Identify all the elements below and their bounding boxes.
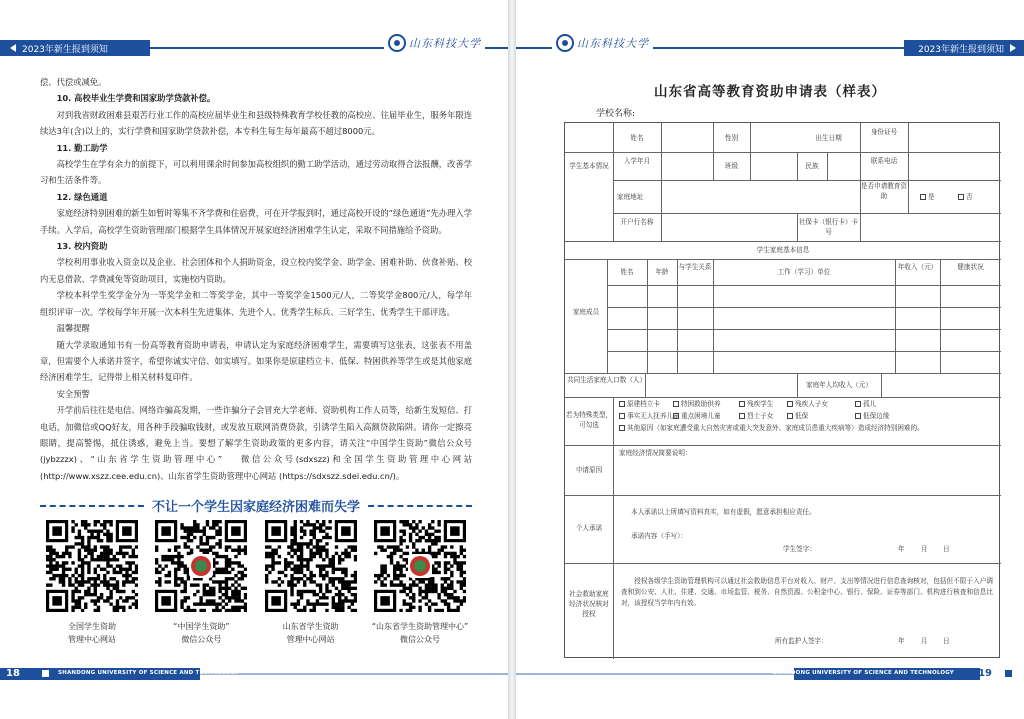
header-title: 2023年新生报到须知 — [22, 45, 108, 55]
special-option[interactable]: 事实无人抚养儿童 — [619, 411, 680, 422]
label-family-members: 家庭成员 — [572, 308, 600, 316]
rule — [661, 123, 662, 152]
rule — [565, 373, 1001, 374]
triangle-right-icon — [1010, 44, 1016, 52]
date-year: 年 — [898, 637, 905, 645]
rule — [661, 152, 662, 180]
rule — [895, 259, 896, 373]
label-ethnicity: 民族 — [805, 162, 819, 170]
qr-code-icon[interactable] — [46, 520, 138, 612]
col-age: 年龄 — [655, 268, 669, 276]
rule — [881, 373, 882, 397]
rule — [908, 123, 909, 152]
rule — [565, 495, 1001, 496]
rule — [565, 259, 1001, 260]
date-day: 日 — [943, 637, 950, 645]
page-number: 19 — [978, 668, 992, 679]
rule — [565, 563, 1001, 564]
qr-caption-line1: “山东省学生资助管理中心” — [371, 622, 469, 631]
special-option[interactable]: 低保 — [787, 411, 808, 422]
label-promise: 个人承诺 — [575, 524, 603, 532]
footer-rule — [516, 673, 794, 675]
logo-text: 山东科技大学 — [577, 37, 649, 50]
checkbox-icon — [920, 194, 926, 200]
label-special-type: 若为特殊类型，可勾选 — [565, 411, 613, 429]
guardian-sign: 所有监护人签字： — [775, 637, 828, 645]
label-annual-income: 家庭年人均收入（元） — [806, 381, 872, 389]
paragraph: 12. 绿色通道 — [56, 191, 108, 202]
page-number: 18 — [6, 668, 20, 679]
date-month: 月 — [921, 637, 928, 645]
rule — [661, 180, 662, 213]
promise-text: 本人承诺以上所填写资料真实，如有虚假，愿意承担相应责任。 — [631, 508, 816, 516]
qr-code-caption — [173, 620, 229, 646]
checkbox-icon — [673, 401, 679, 407]
checkbox-icon — [619, 425, 625, 431]
label-reason: 申请原因 — [575, 466, 603, 474]
qr-code-icon[interactable] — [374, 520, 466, 612]
book-gutter — [508, 0, 516, 719]
label-phone: 联系电话 — [870, 157, 898, 165]
date-year: 年 — [898, 545, 905, 553]
qr-caption-line2: 微信公众号 — [399, 635, 440, 644]
col-income: 年收入（元） — [897, 263, 938, 271]
label-auth: 社会救助家庭经济状况核对授权 — [569, 590, 609, 618]
header-title: 2023年新生报到须知 — [918, 45, 1004, 55]
special-option[interactable]: 特困救助供养 — [673, 399, 721, 410]
rule — [565, 397, 1001, 398]
label-name: 姓名 — [630, 134, 644, 142]
rule — [613, 397, 614, 659]
reason-hint: 家庭经济情况简要说明： — [619, 449, 692, 457]
rule — [565, 445, 1001, 446]
paragraph: 11. 勤工助学 — [56, 142, 108, 153]
logo-text: 山东科技大学 — [409, 37, 481, 50]
checkbox-icon — [855, 401, 861, 407]
slogan-dash-left — [40, 505, 144, 507]
paragraph: 家庭经济特别困难的新生如暂时筹集不齐学费和住宿费，可在开学报到时，通过高校开设的“绿色通道”先办理入学手续。入学后，高校学生资助管理部门根据学生具体情况开展家庭经济困难学生认定，采取不同措施给予资助。 — [40, 208, 472, 235]
paragraph: 温馨提醒 — [56, 323, 90, 334]
checkbox-icon — [739, 401, 745, 407]
rule — [607, 329, 1001, 330]
school-name-label: 学校名称: — [596, 109, 636, 119]
slogan — [40, 496, 472, 515]
footer-university: SHANDONG UNIVERSITY OF SCIENCE AND TECHNOLOGY — [58, 670, 240, 676]
rule — [607, 307, 1001, 308]
rule — [827, 152, 828, 180]
paragraph: 安全预警 — [56, 388, 90, 399]
auth-text: 授权各级学生资助管理机构可以通过社会救助信息平台对收入、财产、支出等情况进行信息查询核对，包括但不限于入户调查和到公安、人社、住建、交通、市场监管、税务、自然资源、公积金中心、银行、保险、证券等部门、机构进行核查和信息比对，该授权当学年内有效。 — [621, 577, 993, 607]
rule — [750, 152, 751, 180]
student-sign: 学生签字： — [783, 545, 816, 553]
qr-code-item — [368, 520, 472, 646]
qr-code-caption — [283, 620, 339, 646]
body-text — [40, 74, 472, 484]
qr-caption-line2: 微信公众号 — [181, 635, 222, 644]
qr-code-row — [40, 520, 472, 646]
rule — [940, 259, 941, 373]
rule — [607, 351, 1001, 352]
label-loan-question: 是否申请教育资助 — [860, 182, 908, 200]
label-household: 共同生活家庭人口数（人） — [567, 376, 647, 384]
qr-code-item — [259, 520, 363, 646]
date-month: 月 — [921, 545, 928, 553]
slogan-dash-right — [368, 505, 472, 507]
rule — [565, 241, 1001, 242]
qr-code-item — [40, 520, 144, 646]
checkbox-icon — [855, 413, 861, 419]
checkbox-icon — [739, 413, 745, 419]
footer-rule — [200, 673, 508, 675]
checkbox-icon — [958, 194, 964, 200]
checkbox-icon — [619, 413, 625, 419]
checkbox-icon — [619, 401, 625, 407]
rule — [908, 152, 909, 180]
qr-caption-line1: 全国学生资助 — [68, 622, 116, 631]
special-option[interactable]: 低保边缘 — [855, 411, 889, 422]
qr-caption-line2: 管理中心网站 — [286, 635, 335, 644]
paragraph: 高校学生在学有余力的前提下，可以利用课余时间参加高校组织的勤工助学活动，通过劳动取得合法报酬，改善学习和生活条件等。 — [40, 159, 472, 186]
label-gender: 性别 — [724, 134, 739, 142]
rule — [908, 180, 909, 213]
checkbox-icon — [673, 413, 679, 419]
square-icon — [1005, 670, 1012, 677]
rule — [860, 213, 861, 241]
paragraph: 13. 校内资助 — [56, 241, 108, 252]
qr-code-caption — [372, 620, 468, 646]
rule — [677, 259, 678, 373]
university-logo — [384, 34, 485, 52]
paragraph: 偿、代偿或减免。 — [40, 77, 107, 87]
paragraph: 开学前后往往是电信、网络诈骗高发期，一些诈骗分子会冒充大学老师、资助机构工作人员等，给新生发短信、打电话，加微信或QQ好友，用各种手段骗取钱财，或发放互联网消费贷款，引诱学生陷入高额贷款陷阱。请你一定擦亮眼睛，提高警惕，抵住诱惑，避免上当。要想了解学生资助政策的更多内容，请关注“中国学生资助”微信公众号(jybzzzx)、“山东省学生资助管理中心” 微信公众号(sdxszz)和全国学生资助管理中心网站(http://www.xszz.cee.edu.cn)、山东省学生资助管理中心网站 (https://sdxszz.sdei.edu.cn/)。 — [40, 405, 472, 481]
special-option[interactable]: 孤儿 — [855, 399, 876, 410]
qr-code-caption — [68, 620, 116, 646]
paragraph: 学校本科学生奖学金分为一等奖学金和二等奖学金，其中一等奖学金1500元/人，二等奖学金800元/人，每学年组织评审一次。学校每学年开展一次本科生先进集体、先进个人、优秀学生标兵、三好学生、优秀学生干部评选。 — [40, 290, 472, 317]
rule — [607, 285, 1001, 286]
special-option[interactable]: 残疾人子女 — [787, 399, 828, 410]
col-work: 工作（学习）单位 — [777, 268, 831, 276]
qr-code-icon[interactable] — [265, 520, 357, 612]
paragraph: 对到我省财政困难县艰苦行业工作的高校应届毕业生和县级特殊教育学校任教的高校应、往届毕业生，服务年限连续达3年(含)以上的，实行学费和国家助学贷款补偿，本专科生每生每年最高不超过8000元。 — [40, 109, 472, 137]
paragraph: 随大学录取通知书有一份高等教育资助申请表，申请认定为家庭经济困难学生，需要填写这张表，这张表不用盖章，但需要个人承诺并签字，希望你诚实守信、如实填写。如果你是原建档立卡、低保、特困供养等学生或是其他家庭经济困难学生，记得带上相关材料复印件。 — [40, 339, 472, 383]
rule — [661, 213, 662, 241]
label-student-section: 学生基本情况 — [569, 162, 609, 170]
qr-caption-line1: 山东省学生资助 — [282, 622, 339, 631]
col-health: 健康状况 — [957, 263, 984, 271]
qr-caption-line2: 管理中心网站 — [68, 635, 116, 644]
qr-code-icon[interactable] — [155, 520, 247, 612]
aid-application-form — [564, 122, 1000, 658]
right-page — [516, 0, 1024, 719]
col-name: 姓名 — [620, 268, 634, 276]
label-address: 家庭地址 — [617, 193, 644, 201]
label-family-info: 学生家庭基本信息 — [756, 246, 810, 254]
label-enroll: 入学年月 — [623, 157, 651, 165]
promise-handwrite: 承诺内容（手写）： — [631, 532, 688, 540]
rule — [613, 213, 1001, 214]
label-ss-card: 社保卡（银行卡）卡号 — [798, 218, 859, 236]
option-yes[interactable]: 是 — [920, 192, 960, 203]
checkbox-icon — [787, 401, 793, 407]
footer-university: SHANDONG UNIVERSITY OF SCIENCE AND TECHNOLOGY — [772, 670, 954, 676]
seal-icon — [388, 34, 406, 52]
rule — [613, 180, 1001, 181]
label-class: 班级 — [724, 162, 739, 170]
checkbox-icon — [787, 413, 793, 419]
option-no[interactable]: 否 — [958, 192, 998, 203]
date-day: 日 — [943, 545, 950, 553]
square-icon — [42, 670, 49, 677]
rule — [613, 152, 1001, 153]
triangle-left-icon — [10, 44, 16, 52]
left-page — [0, 0, 508, 719]
rule — [750, 123, 751, 152]
label-birth: 出生日期 — [815, 134, 842, 142]
label-id-card: 身份证号 — [870, 128, 898, 136]
slogan-text: 不让一个学生因家庭经济困难而失学 — [152, 500, 361, 515]
form-title: 山东省高等教育资助申请表（样表） — [654, 84, 886, 100]
seal-icon — [556, 34, 574, 52]
special-option[interactable]: 烈士子女 — [739, 411, 773, 422]
qr-code-item — [149, 520, 253, 646]
col-relation: 与学生关系 — [678, 263, 712, 271]
special-option[interactable]: 残疾学生 — [739, 399, 773, 410]
special-option-other[interactable]: 其他原因（如家庭遭受重大自然灾害或重大突发意外、家庭成员患重大疾病等）造成经济特别困难的。 — [619, 423, 995, 434]
qr-caption-line1: “中国学生资助” — [173, 622, 230, 631]
paragraph: 学校利用事业收入资金以及企业、社会团体和个人捐助资金，设立校内奖学金、助学金、困难补助、伙食补贴、校内无息借款、学费减免等资助项目，实施校内资助。 — [40, 257, 472, 284]
special-option[interactable]: 原建档立卡 — [619, 399, 660, 410]
university-logo — [552, 34, 653, 52]
label-bank: 开户行名称 — [620, 218, 654, 226]
paragraph: 10. 高校毕业生学费和国家助学贷款补偿。 — [56, 93, 216, 104]
special-option[interactable]: 重点困境儿童 — [673, 411, 721, 422]
